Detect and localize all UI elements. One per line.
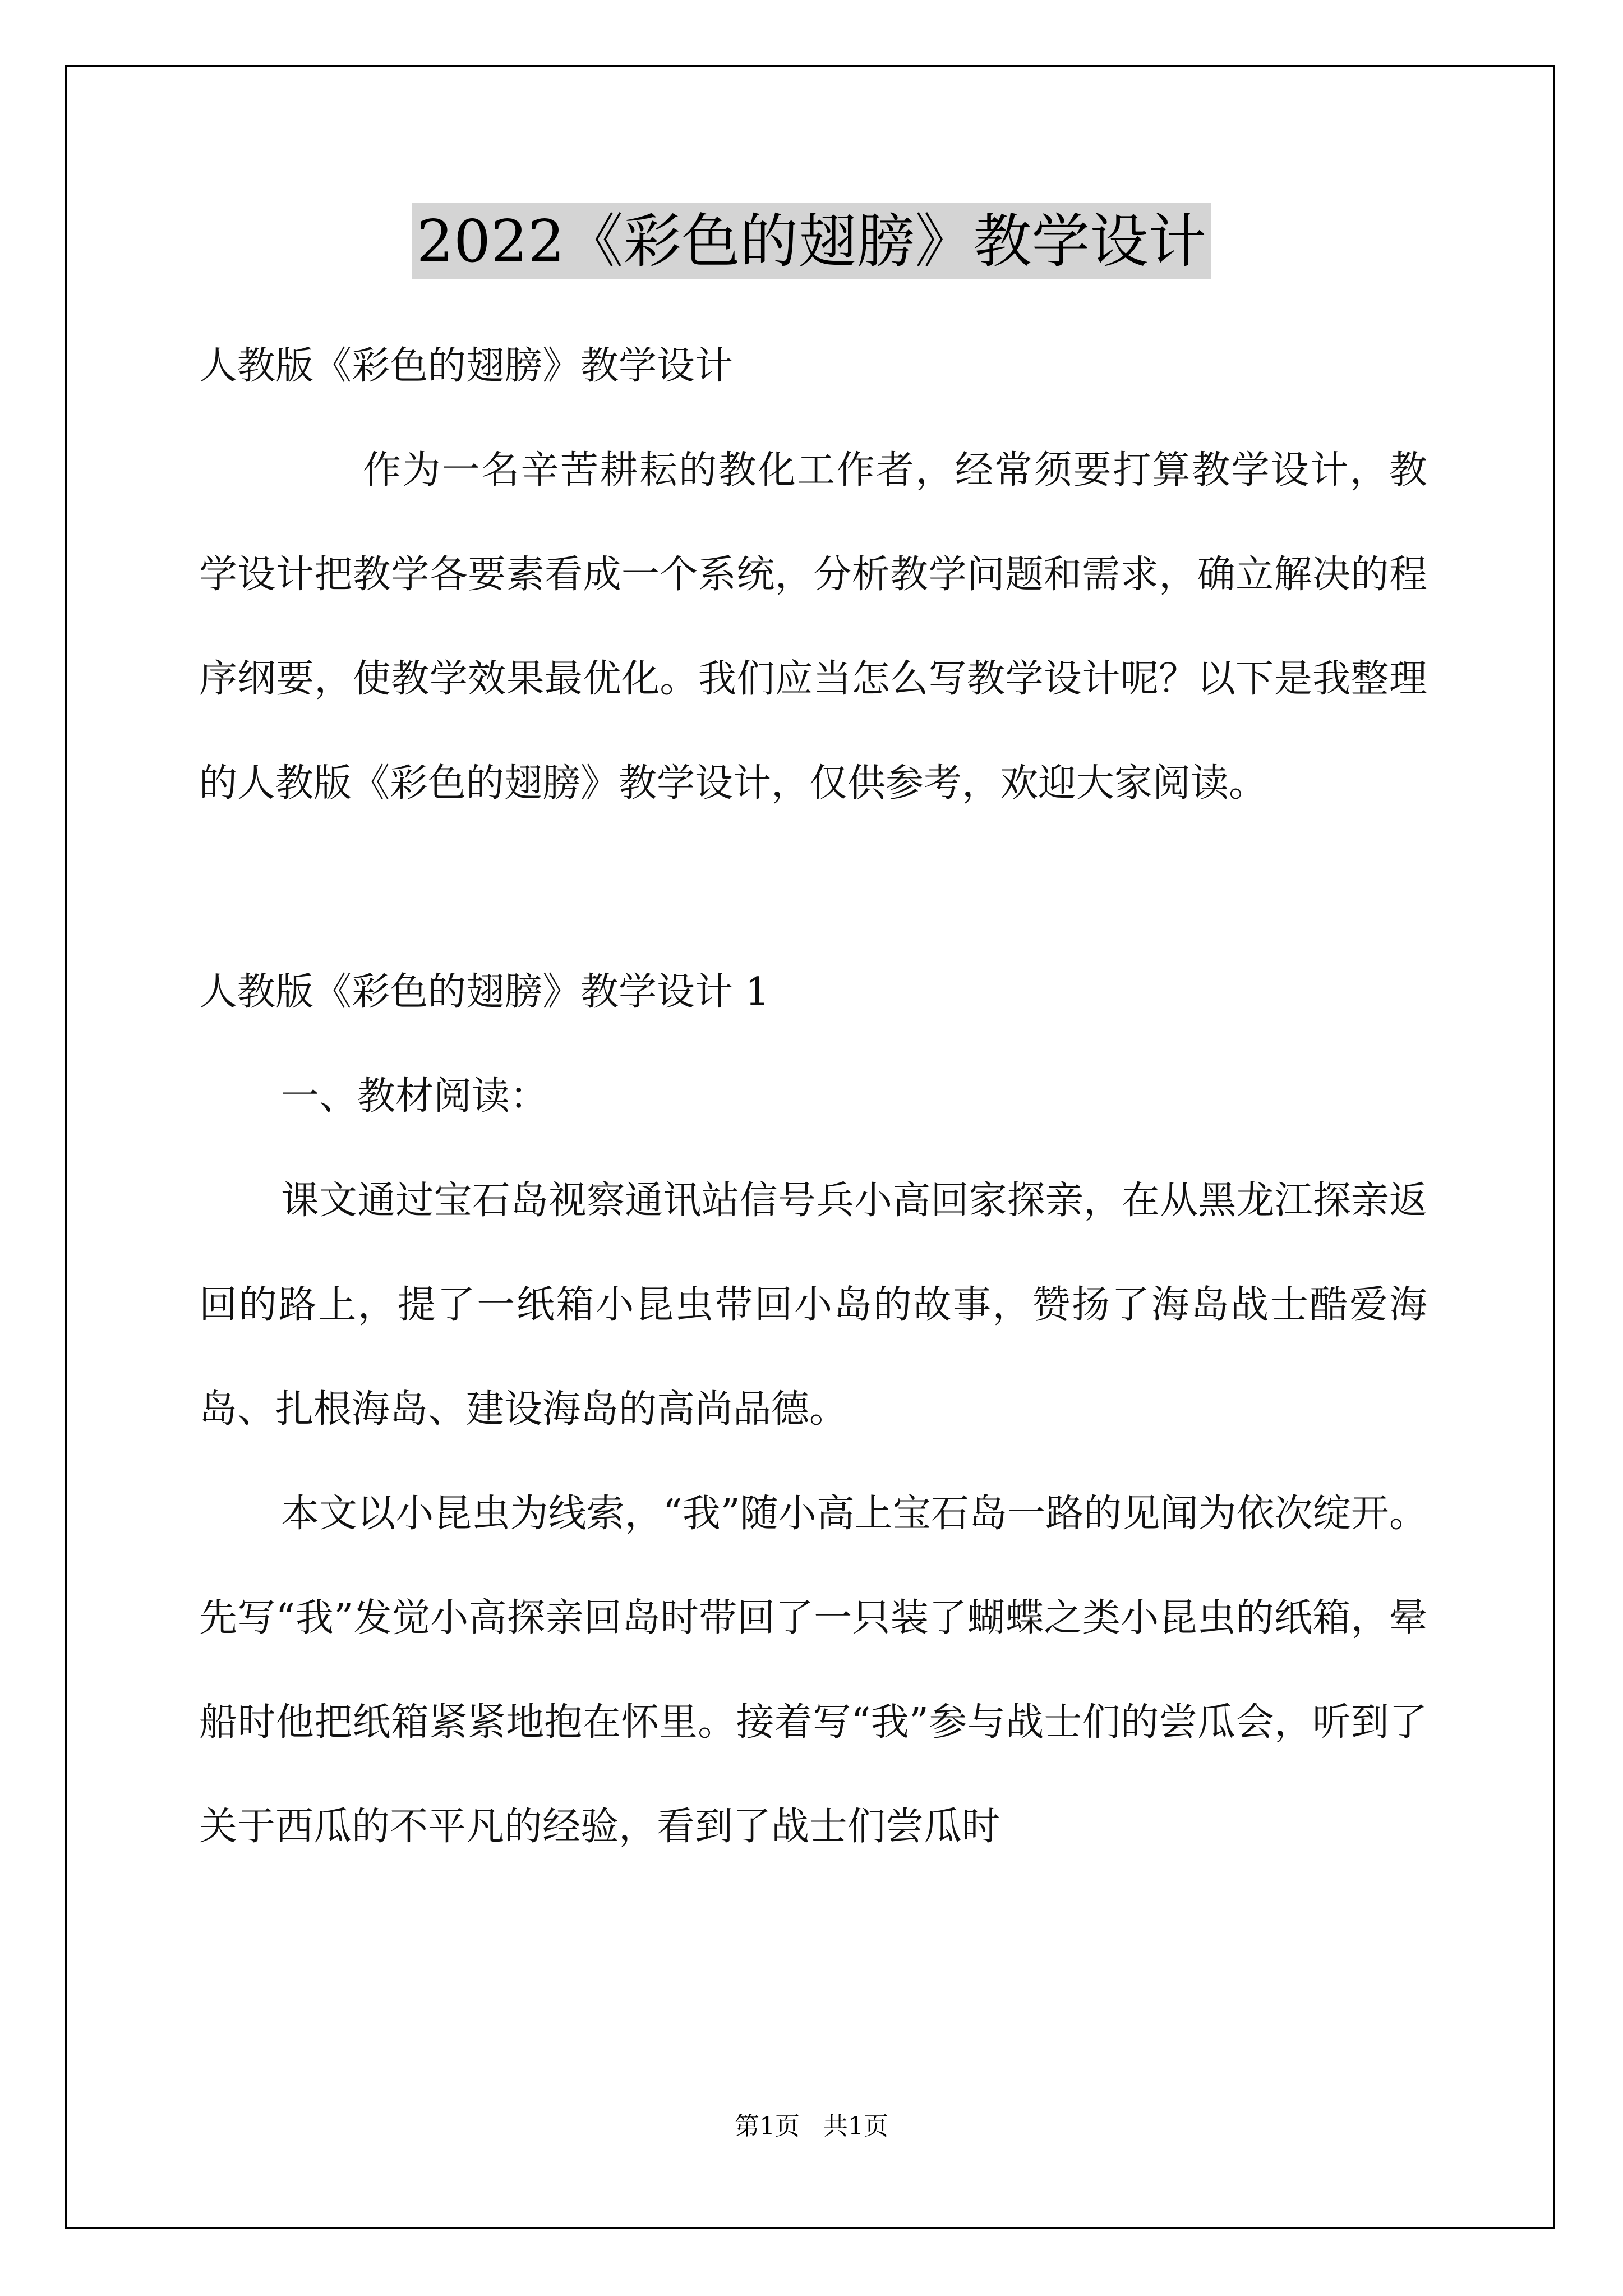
document-body (199, 314, 1427, 1879)
body-paragraph-2: 本文以小昆虫为线索，“我”随小高上宝石岛一路的见闻为依次绽开。先写“我”发觉小高探亲回岛时带回了一只装了蝴蝶之类小昆虫的纸箱，晕船时他把纸箱紧紧地抱在怀里。接着写“我”参与战士们的尝瓜会，听到了关于西瓜的不平凡的经验，看到了战士们尝瓜时 (199, 1492, 1427, 1849)
body-paragraph-1: 课文通过宝石岛视察通讯站信号兵小高回家探亲，在从黑龙江探亲返回的路上，提了一纸箱小昆虫带回小岛的故事，赞扬了海岛战士酷爱海岛、扎根海岛、建设海岛的高尚品德。 (199, 1179, 1427, 1432)
page-footer (0, 2106, 1623, 2142)
section-heading: 人教版《彩色的翅膀》教学设计 1 (199, 970, 769, 1014)
item-heading: 一、教材阅读： (281, 1074, 548, 1119)
title-container (0, 203, 1623, 279)
document-title: 2022《彩色的翅膀》教学设计 (412, 203, 1211, 279)
page-number-current: 第1页 (735, 2112, 800, 2141)
intro-paragraph: 作为一名辛苦耕耘的教化工作者，经常须要打算教学设计，教学设计把教学各要素看成一个系统，分析教学问题和需求，确立解决的程序纲要，使教学效果最优化。我们应当怎么写教学设计呢？以下是我整理的人教版《彩色的翅膀》教学设计，仅供参考，欢迎大家阅读。 (199, 448, 1427, 806)
document-subtitle: 人教版《彩色的翅膀》教学设计 (199, 344, 734, 388)
section-spacer (199, 836, 1427, 940)
page-number-total: 共1页 (823, 2112, 888, 2141)
